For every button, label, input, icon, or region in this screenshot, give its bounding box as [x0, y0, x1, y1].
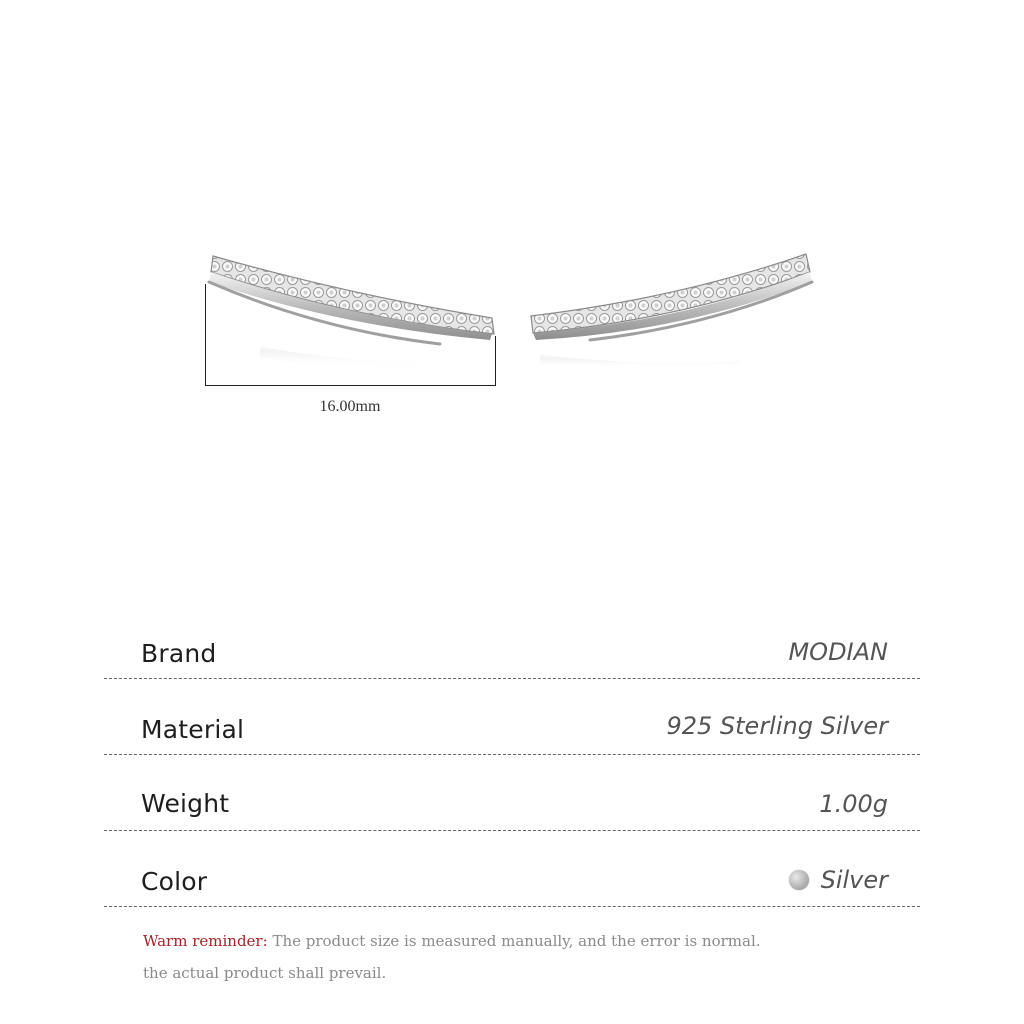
spec-label-brand: Brand [141, 639, 217, 668]
spec-row-material [104, 679, 920, 755]
spec-row-color [104, 831, 920, 907]
silver-swatch-icon [789, 870, 809, 890]
spec-label-weight: Weight [141, 789, 230, 818]
left-earring [209, 256, 500, 370]
warm-reminder [143, 925, 923, 989]
spec-label-color: Color [141, 867, 208, 896]
spec-row-weight [104, 755, 920, 831]
spec-label-material: Material [141, 715, 245, 744]
reminder-line-1 [143, 925, 923, 957]
spec-value-brand: MODIAN [788, 638, 888, 666]
spec-value-color [789, 866, 888, 894]
spec-value-weight: 1.00g [819, 790, 888, 818]
dimension-label: 16.00mm [319, 398, 381, 415]
spec-table [104, 620, 920, 907]
reminder-text-2: the actual product shall prevail. [143, 964, 387, 982]
spec-value-material: 925 Sterling Silver [666, 712, 888, 740]
spec-value-color-text: Silver [820, 866, 888, 894]
spec-row-brand [104, 620, 920, 679]
reminder-text-1: The product size is measured manually, and the error is normal. [272, 932, 761, 950]
right-earring [531, 254, 812, 368]
reminder-label: Warm reminder: [143, 932, 268, 950]
